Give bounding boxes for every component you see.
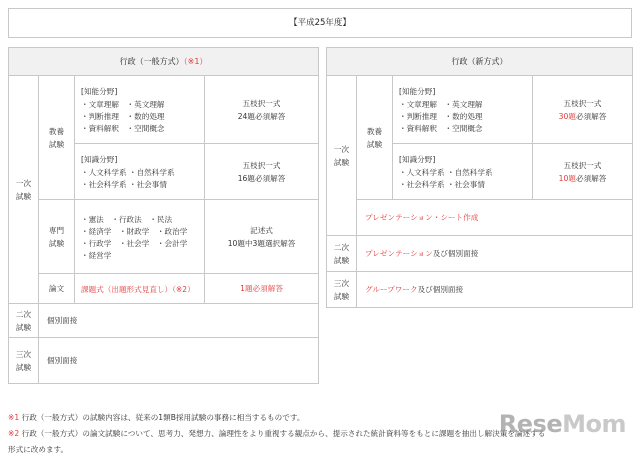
chishiki-field: [知識分野] ・人文科学系 ・自然科学系 ・社会科学系 ・社会事情 bbox=[75, 144, 205, 200]
new-stage1-label: 一次 試験 bbox=[327, 76, 357, 236]
senmon-method: 記述式 10題中3題選択解答 bbox=[205, 200, 319, 274]
footnote-1: ※1 行政（一般方式）の試験内容は、従来の1類B採用試験の事務に相当するものです。 bbox=[8, 413, 305, 422]
general-method-table bbox=[8, 47, 319, 384]
new-stage2-label: 二次 試験 bbox=[327, 236, 357, 272]
senmon-field: ・憲法 ・行政法 ・民法 ・経済学 ・財政学 ・政治学 ・行政学 ・社会学 ・会計学 ・経営学 bbox=[75, 200, 205, 274]
new-chishiki-field: [知識分野] ・人文科学系 ・自然科学系 ・社会科学系 ・社会事情 bbox=[393, 144, 533, 200]
stage2-label: 二次 試験 bbox=[9, 304, 39, 338]
stage3-content: 個別面接 bbox=[39, 338, 319, 384]
year-header bbox=[8, 8, 632, 38]
kyoyo-label: 教養 試験 bbox=[39, 76, 75, 200]
chino-method: 五枝択一式 24題必須解答 bbox=[205, 76, 319, 144]
note-ref-1: （※1） bbox=[183, 57, 208, 66]
ronbun-label: 論文 bbox=[39, 274, 75, 304]
new-method-table bbox=[326, 47, 633, 308]
chishiki-method: 五枝択一式 16題必須解答 bbox=[205, 144, 319, 200]
footnote-2: ※2 行政（一般方式）の論文試験について、思考力、発想力、論理性をより重視する観点から、提示された統計資料等をもとに課題を抽出し解決策を論述する bbox=[8, 429, 546, 438]
presentation-sheet: プレゼンテーション・シート作成 bbox=[357, 200, 633, 236]
senmon-label: 専門 試験 bbox=[39, 200, 75, 274]
ronbun-content: 課題式（出題形式見直し）（※2） bbox=[75, 274, 205, 304]
new-kyoyo-label: 教養 試験 bbox=[357, 76, 393, 200]
stage3-label: 三次 試験 bbox=[9, 338, 39, 384]
new-method-header: 行政（新方式） bbox=[327, 48, 633, 76]
footnote-2-cont: 形式に改めます。 bbox=[8, 445, 69, 454]
new-chino-field: [知能分野] ・文章理解 ・英文理解 ・判断推理 ・数的処理 ・資料解釈 ・空間概念 bbox=[393, 76, 533, 144]
general-method-header: 行政（一般方式）（※1） bbox=[9, 48, 319, 76]
chino-field: [知能分野] ・文章理解 ・英文理解 ・判断推理 ・数的処理 ・資料解釈 ・空間概念 bbox=[75, 76, 205, 144]
new-stage3-content: グループワーク及び個別面接 bbox=[357, 272, 633, 308]
stage2-content: 個別面接 bbox=[39, 304, 319, 338]
new-stage3-label: 三次 試験 bbox=[327, 272, 357, 308]
new-chino-method: 五枝択一式 30題必須解答 bbox=[533, 76, 633, 144]
ronbun-method: 1題必須解答 bbox=[205, 274, 319, 304]
resemom-logo: ReseMom bbox=[498, 410, 626, 438]
stage1-label: 一次 試験 bbox=[9, 76, 39, 304]
new-stage2-content: プレゼンテーション及び個別面接 bbox=[357, 236, 633, 272]
year-header-text: 【平成25年度】 bbox=[289, 18, 351, 28]
new-chishiki-method: 五枝択一式 10題必須解答 bbox=[533, 144, 633, 200]
